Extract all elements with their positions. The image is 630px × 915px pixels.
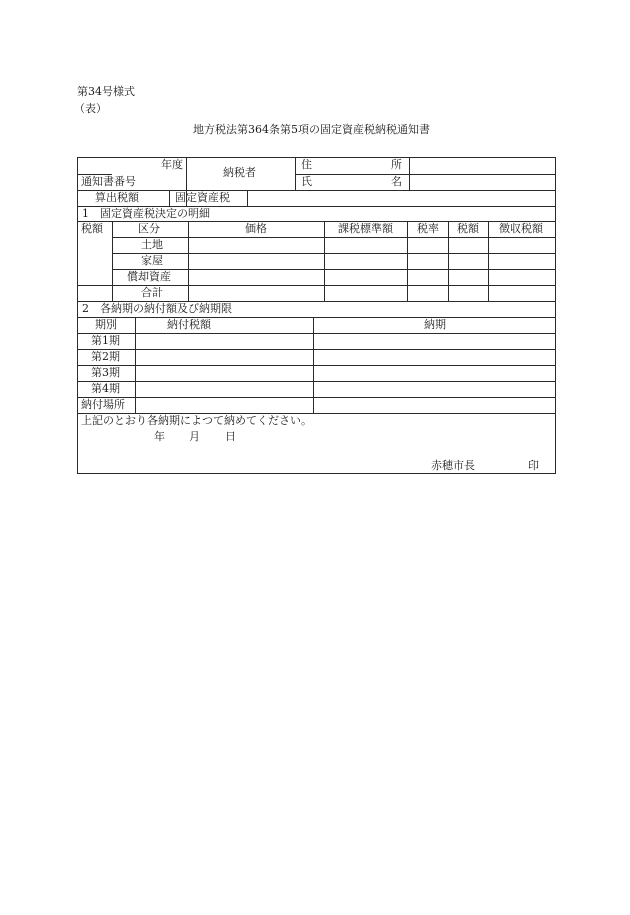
taxpayer-label: 納税者 — [223, 166, 256, 179]
period-3: 第3期 — [91, 366, 120, 379]
col-due-date: 納期 — [424, 318, 446, 331]
seal-mark: 印 — [528, 459, 539, 472]
col-tax-amount: 税額 — [457, 222, 479, 235]
period-1: 第1期 — [91, 334, 120, 347]
fixed-asset-tax-label: 固定資産税 — [175, 191, 230, 204]
section1-title: 1 固定資産税決定の明細 — [82, 207, 210, 220]
date-day: 日 — [225, 430, 236, 443]
address-label-left: 住 — [301, 158, 312, 171]
payment-statement: 上記のとおり各納期によつて納めてください。 — [81, 414, 312, 427]
col-period: 期別 — [95, 318, 117, 331]
page-title: 地方税法第364条第5項の固定資産税納税通知書 — [193, 123, 430, 136]
row-land: 土地 — [141, 238, 163, 251]
row-total: 合計 — [141, 286, 163, 299]
name-label-right: 名 — [391, 175, 402, 188]
date-year: 年 — [154, 430, 165, 443]
payment-place-label: 納付場所 — [81, 398, 125, 411]
section2-title: 2 各納期の納付額及び納期限 — [82, 302, 232, 315]
row-depreciable-assets: 償却資産 — [127, 270, 171, 283]
col-payment-amount: 納付税額 — [167, 318, 211, 331]
period-4: 第4期 — [91, 382, 120, 395]
calc-tax-label: 算出税額 — [95, 191, 139, 204]
notice-number-label: 通知書番号 — [81, 175, 136, 188]
col-price: 価格 — [245, 222, 267, 235]
period-2: 第2期 — [91, 350, 120, 363]
year-label: 年度 — [161, 158, 183, 171]
mayor-label: 赤穂市長 — [431, 459, 475, 472]
col-taxable-base: 課税標準額 — [338, 222, 393, 235]
form-side: （表） — [74, 102, 107, 115]
name-label-left: 氏 — [301, 175, 312, 188]
tax-amount-row-header: 税額 — [81, 222, 103, 235]
form-number: 第34号様式 — [77, 85, 135, 98]
tax-notice-form — [77, 157, 556, 474]
col-category: 区分 — [138, 222, 160, 235]
date-month: 月 — [189, 430, 200, 443]
address-label-right: 所 — [391, 158, 402, 171]
col-collected-tax: 徴収税額 — [499, 222, 543, 235]
col-tax-rate: 税率 — [417, 222, 439, 235]
row-house: 家屋 — [141, 254, 163, 267]
